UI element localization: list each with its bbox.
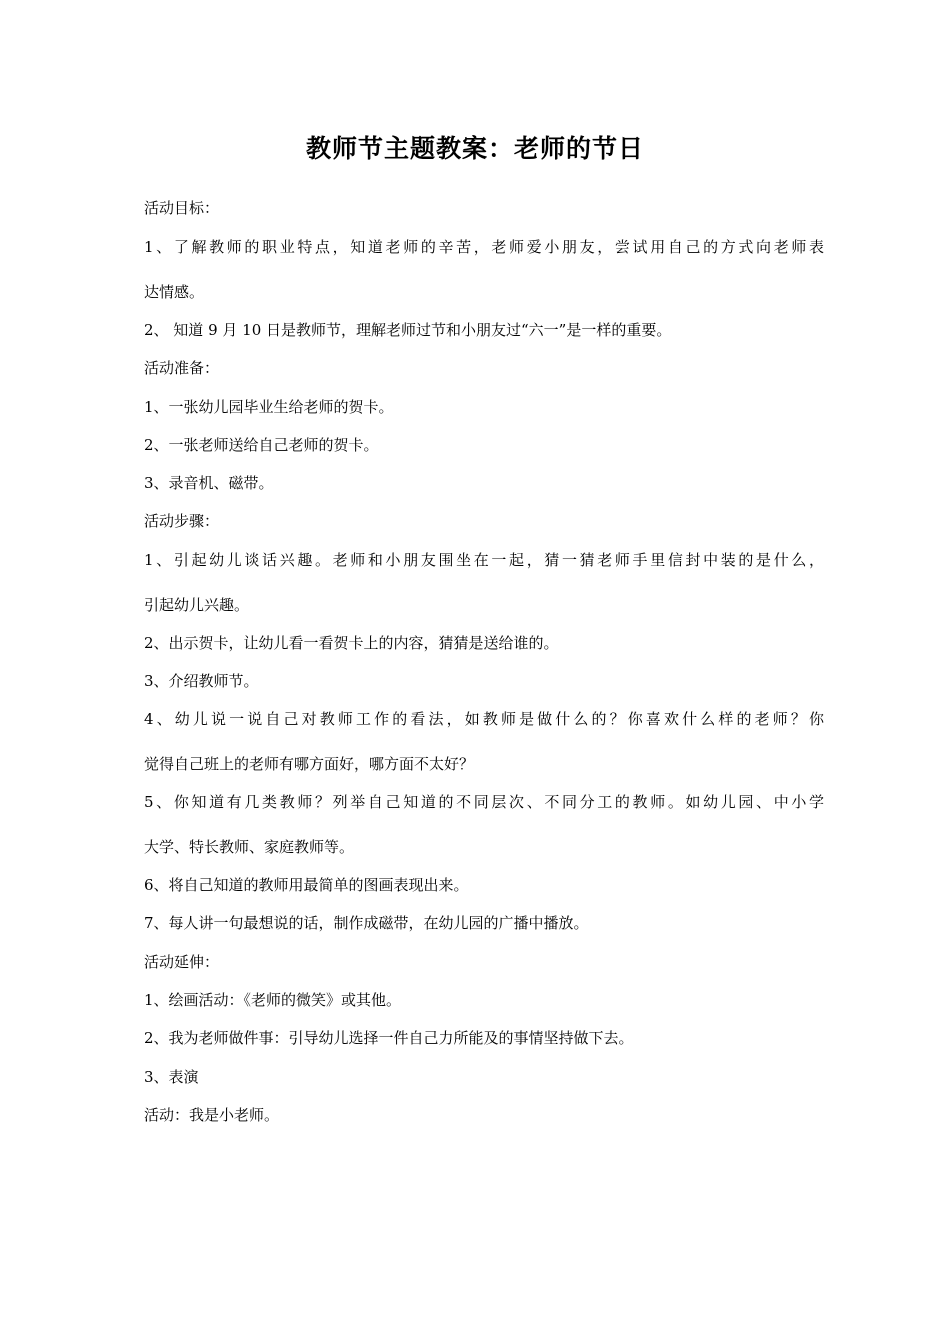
document-title: 教师节主题教案：老师的节日	[305, 134, 644, 163]
list-item: 3、表演	[144, 1068, 199, 1086]
list-item: 2、出示贺卡，让幼儿看一看贺卡上的内容，猜猜是送给谁的。	[144, 634, 559, 652]
paragraph-line: 活动：我是小老师。	[144, 1106, 280, 1124]
list-item: 3、介绍教师节。	[144, 672, 259, 690]
paragraph-line: 大学、特长教师、家庭教师等。	[144, 838, 355, 856]
section-heading-preparation: 活动准备：	[144, 359, 220, 377]
paragraph-line: 2、 知道 9 月 10 日是教师节，理解老师过节和小朋友过“六一”是一样的重要。	[144, 321, 672, 339]
section-heading-extension: 活动延伸：	[144, 953, 220, 971]
list-item: 6、将自己知道的教师用最简单的图画表现出来。	[144, 876, 469, 894]
list-item: 7、每人讲一句最想说的话，制作成磁带，在幼儿园的广播中播放。	[144, 914, 589, 932]
list-item: 1、绘画活动：《老师的微笑》或其他。	[144, 991, 402, 1009]
paragraph-line: 1、了解教师的职业特点，知道老师的辛苦，老师爱小朋友，尝试用自己的方式向老师表	[144, 238, 824, 256]
list-item: 2、我为老师做件事：引导幼儿选择一件自己力所能及的事情坚持做下去。	[144, 1029, 634, 1047]
section-heading-goals: 活动目标：	[144, 199, 220, 217]
paragraph-line: 引起幼儿兴趣。	[144, 596, 250, 614]
paragraph-line: 4、幼儿说一说自己对教师工作的看法，如教师是做什么的？你喜欢什么样的老师？你	[144, 710, 824, 728]
paragraph-line: 觉得自己班上的老师有哪方面好，哪方面不太好？	[144, 755, 475, 773]
list-item: 2、一张老师送给自己老师的贺卡。	[144, 436, 379, 454]
list-item: 3、录音机、磁带。	[144, 474, 274, 492]
list-item: 1、一张幼儿园毕业生给老师的贺卡。	[144, 398, 394, 416]
paragraph-line: 1、引起幼儿谈话兴趣。老师和小朋友围坐在一起，猜一猜老师手里信封中装的是什么，	[144, 551, 824, 569]
paragraph-line: 5、你知道有几类教师？列举自己知道的不同层次、不同分工的教师。如幼儿园、中小学	[144, 793, 824, 811]
paragraph-line: 达情感。	[144, 283, 205, 301]
section-heading-steps: 活动步骤：	[144, 512, 220, 530]
